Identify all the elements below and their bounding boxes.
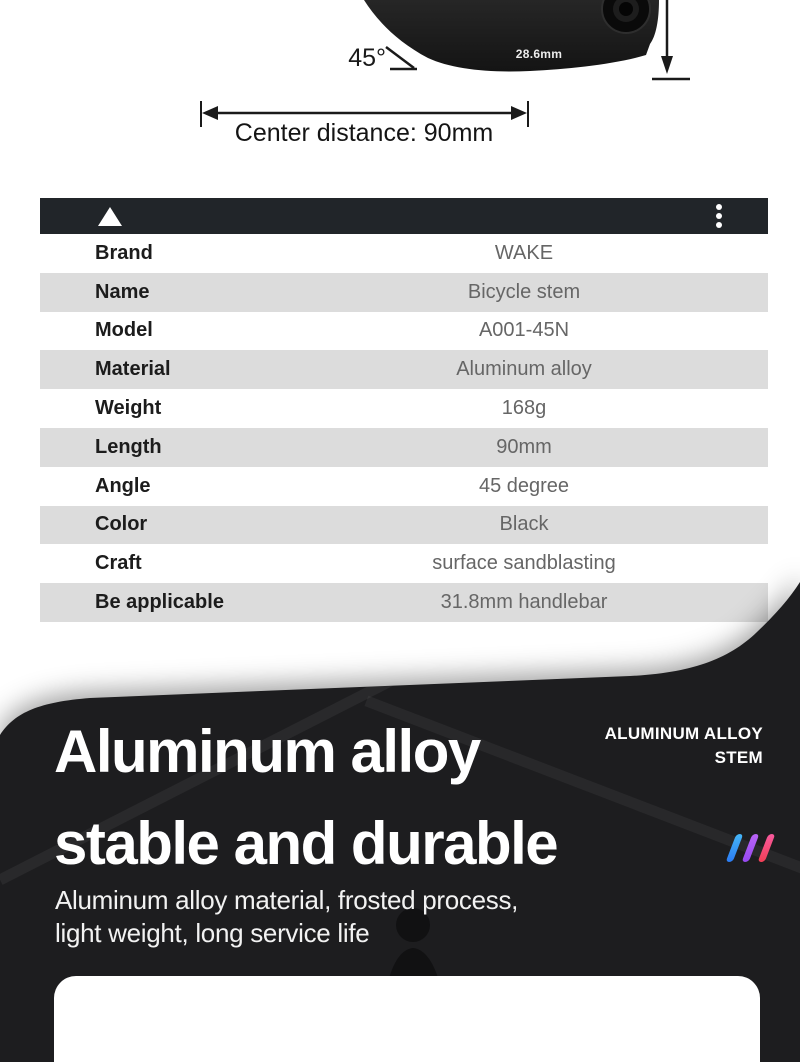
triangle-up-icon: [98, 207, 122, 226]
description-line2: light weight, long service life: [55, 917, 370, 948]
feature-title-line2: stable and durable: [54, 810, 558, 877]
row-value: A001-45N: [478, 319, 570, 342]
row-value: surface sandblasting: [432, 552, 616, 575]
row-label: Craft: [95, 552, 142, 575]
feature-title: [54, 706, 557, 890]
feature-description: [55, 884, 518, 949]
spec-table-header: [40, 198, 768, 234]
table-row: [40, 234, 768, 273]
description-line1: Aluminum alloy material, frosted process,: [55, 885, 519, 915]
row-value: 31.8mm handlebar: [440, 591, 608, 614]
eyebrow-line1: ALUMINUM ALLOY: [604, 724, 763, 743]
accent-slashes-icon: [722, 834, 770, 862]
feature-eyebrow: [605, 722, 763, 770]
table-row: [40, 312, 768, 351]
row-label: Model: [95, 319, 153, 342]
row-value: 90mm: [496, 435, 552, 458]
table-row: [40, 273, 768, 312]
table-row: [40, 467, 768, 506]
table-row: [40, 506, 768, 545]
row-value: WAKE: [494, 241, 554, 264]
slash-purple: [742, 834, 760, 862]
row-label: Name: [95, 280, 150, 303]
row-value: Bicycle stem: [467, 280, 581, 303]
row-value: Aluminum alloy: [456, 358, 592, 381]
row-label: Material: [95, 358, 171, 381]
row-label: Length: [95, 435, 162, 458]
eyebrow-line2: STEM: [714, 748, 763, 767]
row-label: Color: [95, 513, 148, 536]
row-label: Brand: [95, 241, 153, 264]
slash-blue: [726, 834, 744, 862]
clamp-size-label: 28.6mm: [515, 47, 563, 61]
kebab-menu-icon[interactable]: [716, 204, 722, 228]
row-value: Black: [499, 513, 549, 536]
row-label: Angle: [95, 474, 151, 497]
center-distance-label: Center distance: 90mm: [234, 119, 494, 147]
row-value: 168g: [501, 397, 547, 420]
table-row: [40, 428, 768, 467]
feature-title-line1: Aluminum alloy: [54, 718, 480, 785]
table-row: [40, 389, 768, 428]
table-row: [40, 350, 768, 389]
row-label: Be applicable: [95, 591, 224, 614]
row-label: Weight: [95, 397, 162, 420]
spec-table: [40, 198, 768, 622]
angle-label: 45°: [348, 44, 386, 72]
row-value: 45 degree: [478, 474, 570, 497]
angle-mark-icon: [386, 47, 417, 69]
bottom-content-card: [54, 976, 760, 1062]
